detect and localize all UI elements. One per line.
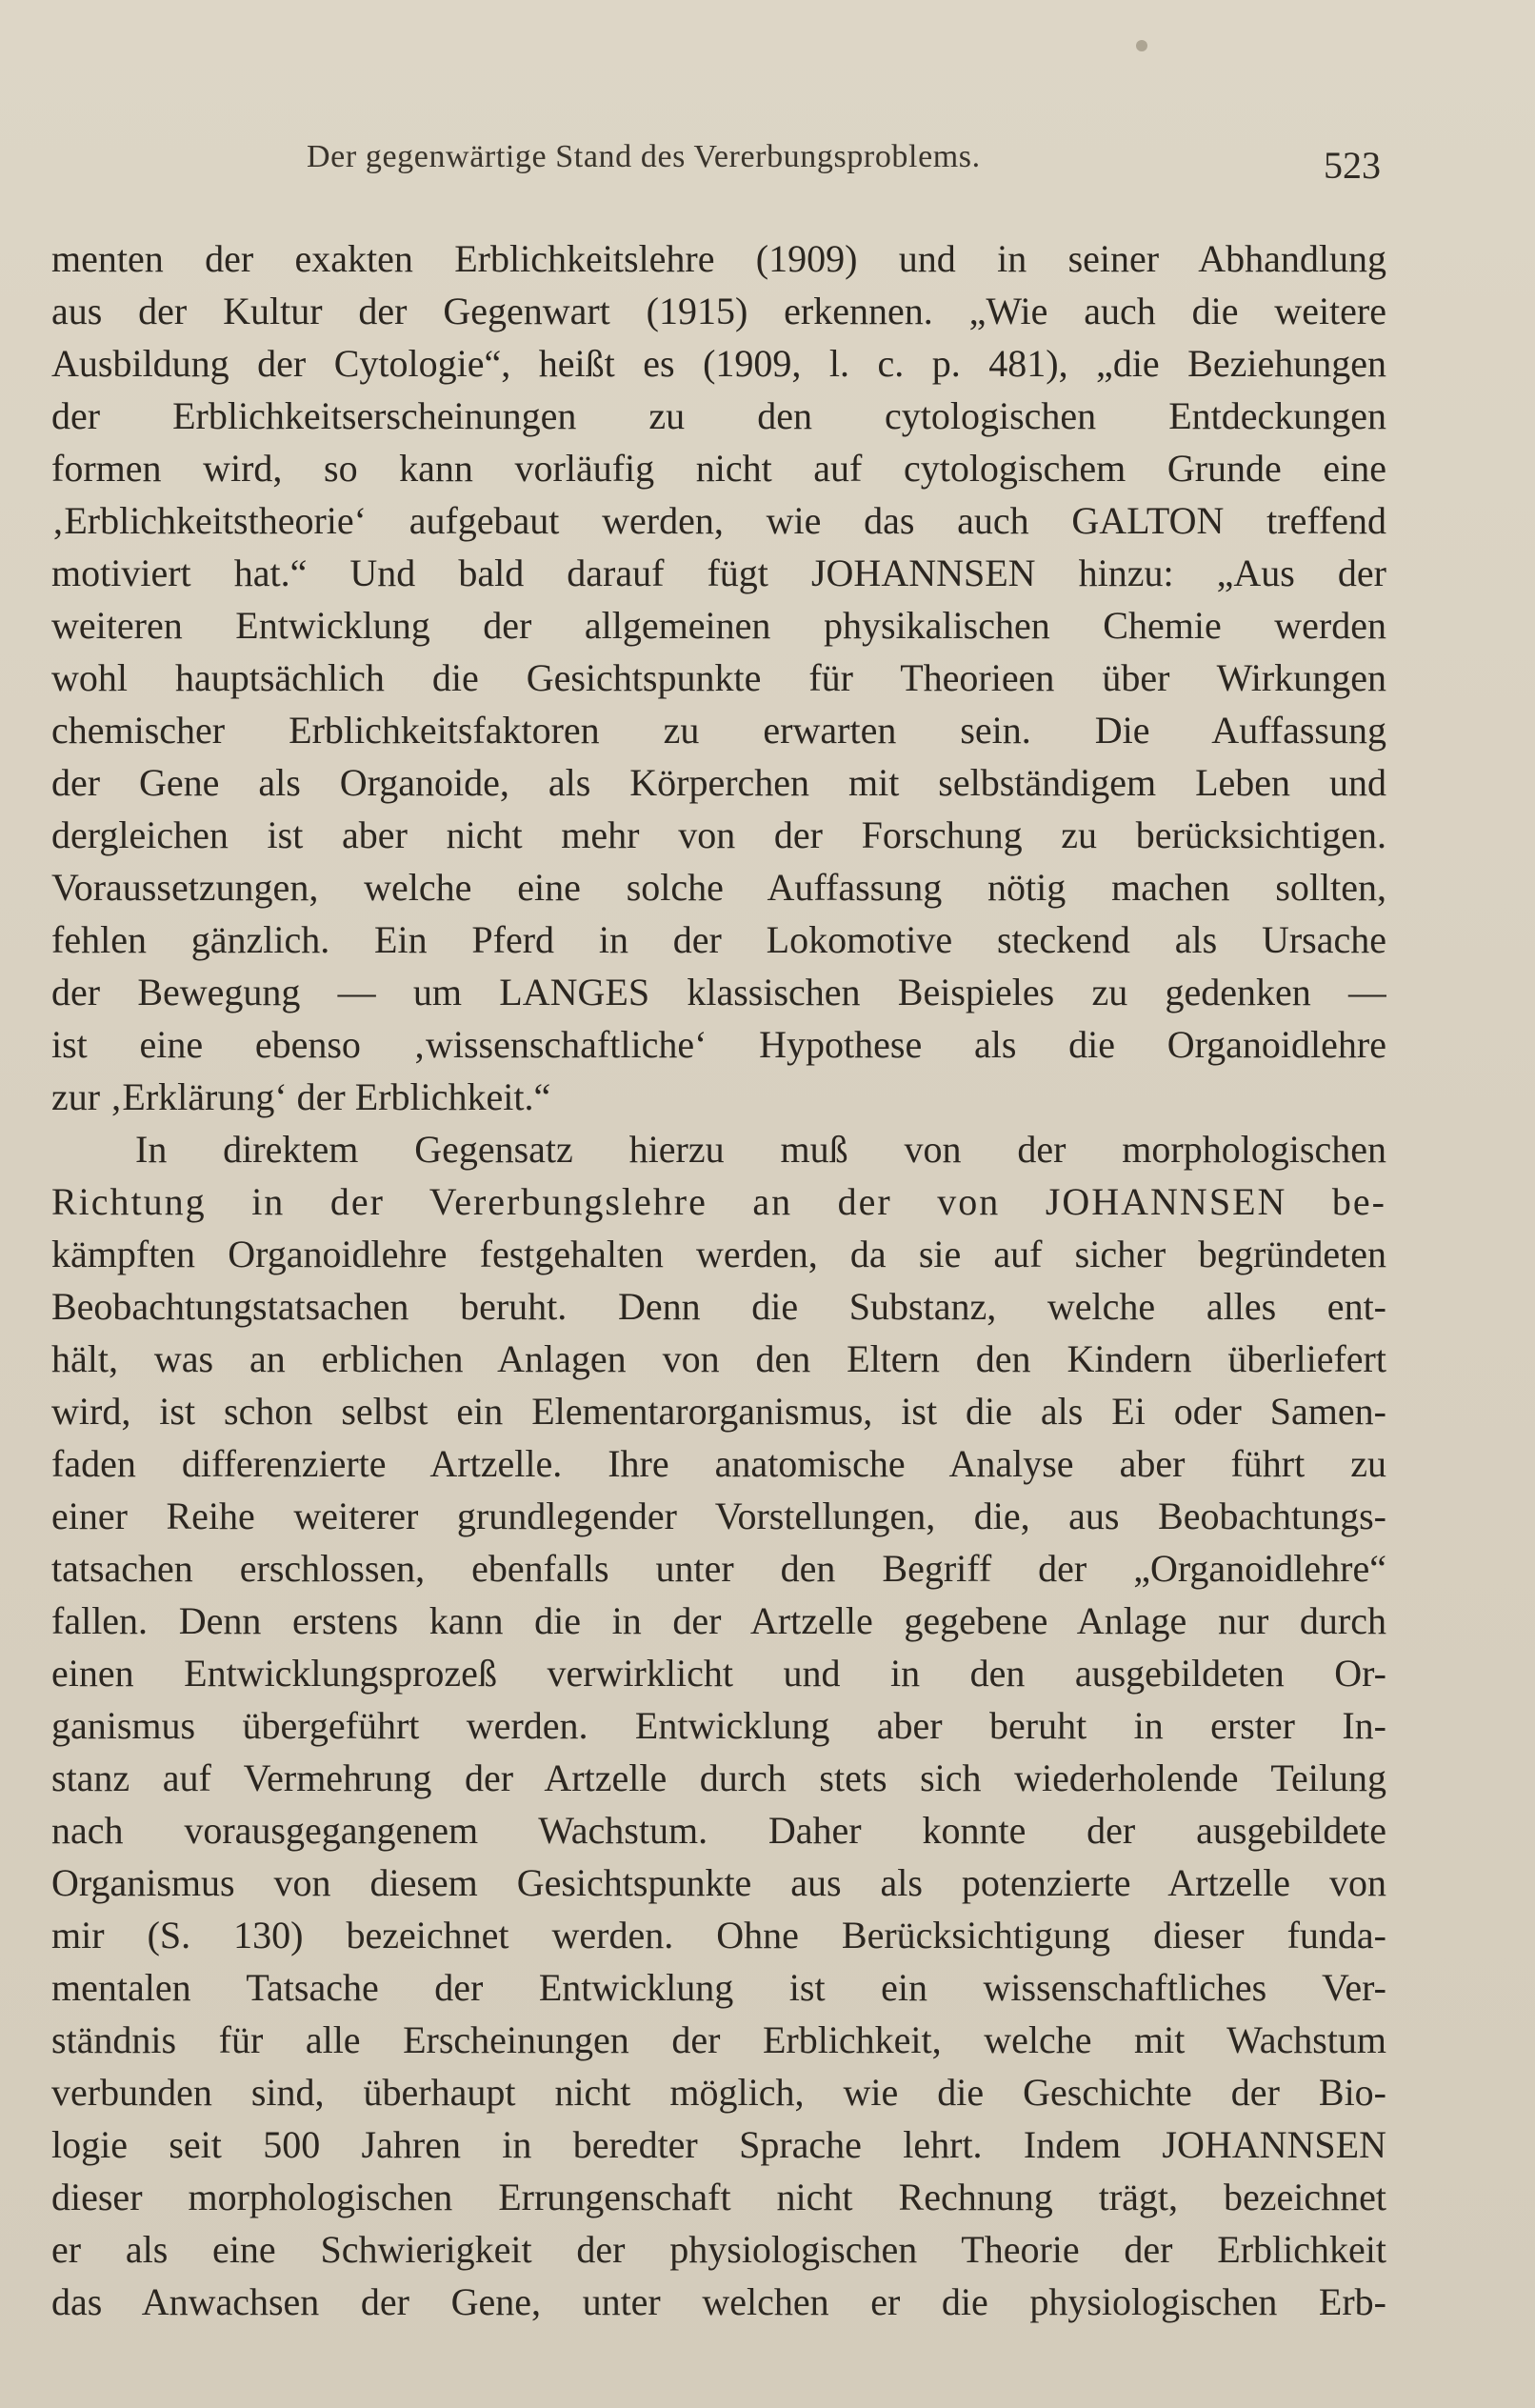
text-line: wird, ist schon selbst ein Elementarorganismus, ist die als Ei oder Samen- bbox=[51, 1390, 1386, 1433]
text-line: mir (S. 130) bezeichnet werden. Ohne Berücksichtigung dieser funda- bbox=[51, 1914, 1386, 1956]
text-line: einen Entwicklungsprozeß verwirklicht und in den ausgebildeten Or- bbox=[51, 1652, 1386, 1695]
text-line: ist eine ebenso ‚wissenschaftliche‘ Hypothese als die Organoidlehre bbox=[51, 1023, 1386, 1066]
text-line: tatsachen erschlossen, ebenfalls unter den Begriff der „Organoidlehre“ bbox=[51, 1547, 1386, 1590]
text-line: er als eine Schwierigkeit der physiologischen Theorie der Erblichkeit bbox=[51, 2228, 1386, 2271]
text-line: aus der Kultur der Gegenwart (1915) erkennen. „Wie auch die weitere bbox=[51, 290, 1386, 332]
text-line: Ausbildung der Cytologie“, heißt es (1909, l. c. p. 481), „die Beziehungen bbox=[51, 342, 1386, 385]
text-line: ‚Erblichkeitstheorie‘ aufgebaut werden, wie das auch GALTON treffend bbox=[51, 499, 1386, 542]
text-line: weiteren Entwicklung der allgemeinen physikalischen Chemie werden bbox=[51, 604, 1386, 647]
text-line: Beobachtungstatsachen beruht. Denn die Substanz, welche alles ent- bbox=[51, 1285, 1386, 1328]
page-number: 523 bbox=[1324, 144, 1381, 187]
text-line: einer Reihe weiterer grundlegender Vorstellungen, die, aus Beobachtungs- bbox=[51, 1495, 1386, 1537]
text-line: der Gene als Organoide, als Körperchen mit selbständigem Leben und bbox=[51, 761, 1386, 804]
text-line: logie seit 500 Jahren in beredter Sprache lehrt. Indem JOHANNSEN bbox=[51, 2123, 1386, 2166]
text-line: hält, was an erblichen Anlagen von den Eltern den Kindern überliefert bbox=[51, 1337, 1386, 1380]
text-line: chemischer Erblichkeitsfaktoren zu erwarten sein. Die Auffassung bbox=[51, 709, 1386, 752]
text-line: Voraussetzungen, welche eine solche Auffassung nötig machen sollten, bbox=[51, 866, 1386, 909]
text-line: ganismus übergeführt werden. Entwicklung aber beruht in erster In- bbox=[51, 1704, 1386, 1747]
running-head: Der gegenwärtige Stand des Vererbungsproblems. bbox=[307, 139, 981, 174]
text-line: motiviert hat.“ Und bald darauf fügt JOHANNSEN hinzu: „Aus der bbox=[51, 552, 1386, 594]
text-line: fehlen gänzlich. Ein Pferd in der Lokomotive steckend als Ursache bbox=[51, 918, 1386, 961]
text-line: ständnis für alle Erscheinungen der Erblichkeit, welche mit Wachstum bbox=[51, 2018, 1386, 2061]
text-line: nach vorausgegangenem Wachstum. Daher konnte der ausgebildete bbox=[51, 1809, 1386, 1852]
ink-spot bbox=[1136, 40, 1147, 51]
text-line: stanz auf Vermehrung der Artzelle durch stets sich wiederholende Teilung bbox=[51, 1756, 1386, 1799]
text-line: mentalen Tatsache der Entwicklung ist ein wissenschaftliches Ver- bbox=[51, 1966, 1386, 2009]
text-line: dieser morphologischen Errungenschaft nicht Rechnung trägt, bezeichnet bbox=[51, 2176, 1386, 2218]
text-line: Richtung in der Vererbungslehre an der von JOHANNSEN be- bbox=[51, 1180, 1386, 1223]
text-line: das Anwachsen der Gene, unter welchen er die physiologischen Erb- bbox=[51, 2280, 1386, 2323]
text-line: der Bewegung — um LANGES klassischen Beispieles zu gedenken — bbox=[51, 971, 1386, 1013]
text-line: kämpften Organoidlehre festgehalten werden, da sie auf sicher begründeten bbox=[51, 1233, 1386, 1275]
text-line: menten der exakten Erblichkeitslehre (1909) und in seiner Abhandlung bbox=[51, 237, 1386, 280]
text-line: fallen. Denn erstens kann die in der Artzelle gegebene Anlage nur durch bbox=[51, 1599, 1386, 1642]
paragraph-end-line: zur ‚Erklärung‘ der Erblichkeit.“ bbox=[51, 1075, 551, 1118]
paragraph-start-line: In direktem Gegensatz hierzu muß von der morphologischen bbox=[135, 1128, 1386, 1171]
text-line: faden differenzierte Artzelle. Ihre anatomische Analyse aber führt zu bbox=[51, 1442, 1386, 1485]
text-line: wohl hauptsächlich die Gesichtspunkte für Theorieen über Wirkungen bbox=[51, 656, 1386, 699]
text-line: formen wird, so kann vorläufig nicht auf cytologischem Grunde eine bbox=[51, 447, 1386, 490]
text-line: verbunden sind, überhaupt nicht möglich, wie die Geschichte der Bio- bbox=[51, 2071, 1386, 2114]
body-text bbox=[51, 232, 1386, 2328]
text-line: der Erblichkeitserscheinungen zu den cytologischen Entdeckungen bbox=[51, 394, 1386, 437]
text-line: dergleichen ist aber nicht mehr von der Forschung zu berücksichtigen. bbox=[51, 813, 1386, 856]
text-line: Organismus von diesem Gesichtspunkte aus als potenzierte Artzelle von bbox=[51, 1861, 1386, 1904]
